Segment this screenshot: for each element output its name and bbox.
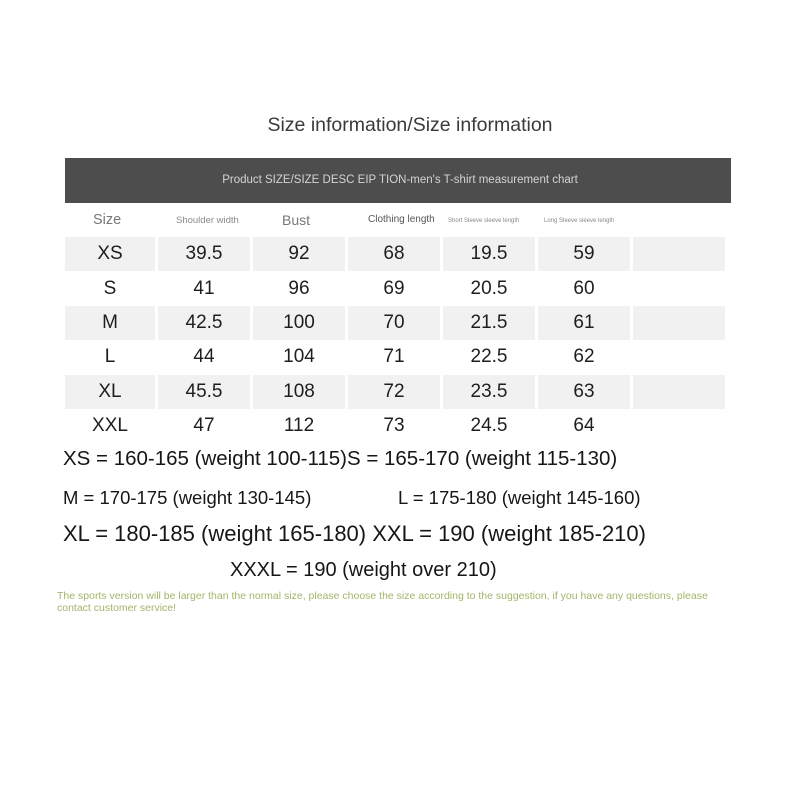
column-header-row (65, 206, 731, 236)
cell-long-sleeve: 59 (538, 237, 630, 271)
cell-long-sleeve: 60 (573, 277, 595, 299)
cell-shoulder: 47 (193, 415, 215, 437)
cell-size: XXL (92, 415, 128, 437)
table-row (65, 340, 725, 374)
cell-length: 73 (383, 415, 405, 437)
chart-banner: Product SIZE/SIZE DESC EIP TION-men's T-shirt measurement chart (65, 158, 731, 203)
cell-length: 72 (348, 375, 440, 409)
table-row (65, 375, 725, 409)
cell-bust: 96 (288, 277, 310, 299)
cell-size: M (65, 306, 155, 340)
cell-shoulder: 42.5 (158, 306, 250, 340)
cell-size: S (103, 277, 117, 299)
cell-short-sleeve: 20.5 (470, 277, 508, 299)
size-table (62, 237, 728, 443)
cell-empty (633, 340, 725, 374)
cell-empty (633, 306, 725, 340)
cell-empty (633, 409, 725, 443)
cell-empty (633, 375, 725, 409)
cell-bust: 104 (283, 346, 315, 368)
cell-length: 68 (348, 237, 440, 271)
cell-short-sleeve: 22.5 (470, 346, 508, 368)
cell-shoulder: 45.5 (158, 375, 250, 409)
table-row (65, 306, 725, 340)
cell-bust: 112 (283, 415, 315, 437)
size-guide-line-4: XXXL = 190 (weight over 210) (230, 559, 497, 581)
table-row (65, 237, 725, 271)
cell-length: 69 (383, 277, 405, 299)
cell-short-sleeve: 19.5 (443, 237, 535, 271)
size-guide-line-2b: L = 175-180 (weight 145-160) (398, 487, 641, 508)
cell-length: 71 (383, 346, 405, 368)
cell-long-sleeve: 63 (538, 375, 630, 409)
header-long-sleeve-length: Long Sleeve sleeve length (544, 218, 615, 224)
header-bust: Bust (282, 212, 311, 228)
page-title: Size information/Size information (267, 114, 553, 136)
cell-short-sleeve: 24.5 (470, 415, 508, 437)
table-row (65, 409, 725, 443)
cell-bust: 92 (253, 237, 345, 271)
size-guide-line-3: XL = 180-185 (weight 165-180) XXL = 190 (weight 185-210) (63, 521, 646, 546)
cell-bust: 108 (253, 375, 345, 409)
cell-long-sleeve: 61 (538, 306, 630, 340)
header-size: Size (93, 212, 122, 228)
cell-bust: 100 (253, 306, 345, 340)
cell-long-sleeve: 64 (573, 415, 595, 437)
size-guide-line-2a: M = 170-175 (weight 130-145) (63, 487, 312, 508)
header-clothing-length: Clothing length (368, 214, 435, 225)
cell-shoulder: 44 (193, 346, 215, 368)
cell-empty (633, 271, 725, 305)
cell-size: XL (65, 375, 155, 409)
cell-size: XS (65, 237, 155, 271)
sizing-footnote: The sports version will be larger than the normal size, please choose the size according to the suggestion, if you have any questions, please contact customer service! (57, 590, 708, 614)
header-short-sleeve-length: Short Sleeve sleeve length (448, 218, 520, 224)
cell-shoulder: 39.5 (158, 237, 250, 271)
cell-length: 70 (348, 306, 440, 340)
cell-shoulder: 41 (193, 277, 215, 299)
size-guide-line-1: XS = 160-165 (weight 100-115)S = 165-170 (weight 115-130) (63, 447, 618, 470)
cell-long-sleeve: 62 (573, 346, 595, 368)
header-shoulder-width: Shoulder width (176, 215, 239, 226)
cell-size: L (104, 346, 116, 368)
cell-short-sleeve: 21.5 (443, 306, 535, 340)
cell-short-sleeve: 23.5 (443, 375, 535, 409)
cell-empty (633, 237, 725, 271)
table-row (65, 271, 725, 305)
